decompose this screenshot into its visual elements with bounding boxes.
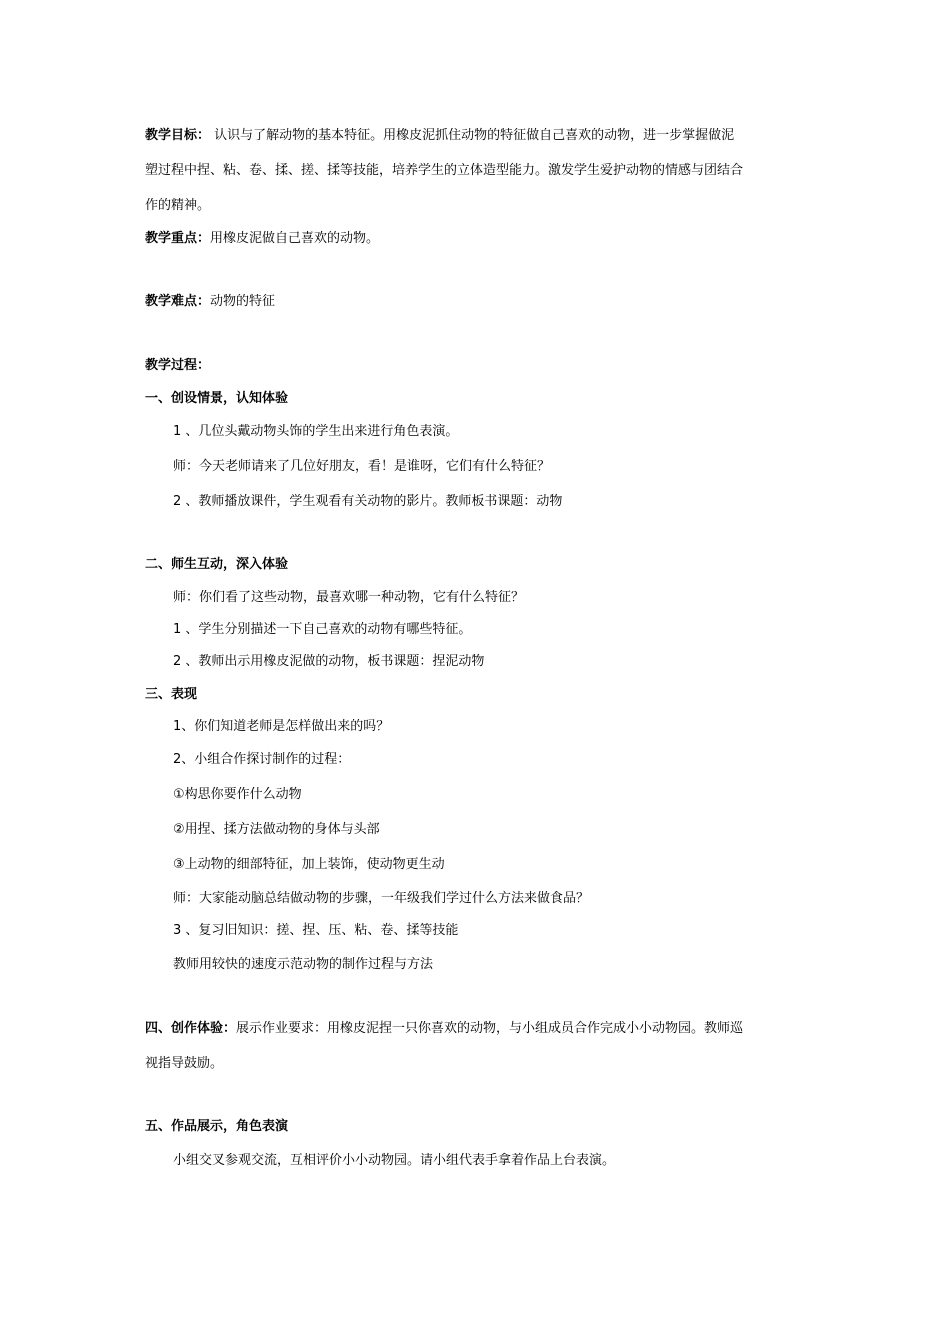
section1-item-3: 2 、教师播放课件，学生观看有关动物的影片。教师板书课题：动物 <box>173 494 563 509</box>
section3-item-5: ③上动物的细部特征，加上装饰，使动物更生动 <box>173 857 445 872</box>
section4-heading: 四、创作体验： <box>145 1021 237 1036</box>
difficulty <box>145 294 275 310</box>
objectives-line-2: 塑过程中捏、粘、卷、揉、搓、揉等技能，培养学生的立体造型能力。激发学生爱护动物的情感与团结合 <box>145 163 744 178</box>
section5-heading: 五、作品展示，角色表演 <box>145 1119 289 1134</box>
section3-item-7: 3 、复习旧知识：搓、捏、压、粘、卷、揉等技能 <box>173 923 459 938</box>
section2-item-2: 1 、学生分别描述一下自己喜欢的动物有哪些特征。 <box>173 622 472 637</box>
section3-item-1: 1、你们知道老师是怎样做出来的吗？ <box>173 719 390 734</box>
section3-item-6: 师：大家能动脑总结做动物的步骤，一年级我们学过什么方法来做食品？ <box>173 891 590 906</box>
difficulty-text: 动物的特征 <box>210 294 276 309</box>
section3-item-3: ①构思你要作什么动物 <box>173 787 302 802</box>
objectives-line-3: 作的精神。 <box>145 198 211 213</box>
section1-heading: 一、创设情景，认知体验 <box>145 391 289 406</box>
section5-item-1: 小组交叉参观交流，互相评价小小动物园。请小组代表手拿着作品上台表演。 <box>173 1153 616 1168</box>
section2-item-3: 2 、教师出示用橡皮泥做的动物，板书课题：捏泥动物 <box>173 654 485 669</box>
section3-item-8: 教师用较快的速度示范动物的制作过程与方法 <box>173 957 434 972</box>
section3-item-2: 2、小组合作探讨制作的过程： <box>173 752 351 767</box>
process-label: 教学过程： <box>145 358 211 373</box>
section2-item-1: 师：你们看了这些动物，最喜欢哪一种动物，它有什么特征？ <box>173 590 525 605</box>
section4-line-2: 视指导鼓励。 <box>145 1056 224 1071</box>
section3-heading: 三、表现 <box>145 687 198 702</box>
objectives-text-1: 认识与了解动物的基本特征。用橡皮泥抓住动物的特征做自己喜欢的动物，进一步掌握做泥 <box>210 128 735 143</box>
section4-line-1 <box>145 1021 743 1037</box>
section3-item-4: ②用捏、揉方法做动物的身体与头部 <box>173 822 380 837</box>
objectives-line-1 <box>145 128 734 144</box>
key-point <box>145 231 379 247</box>
key-point-label: 教学重点： <box>145 231 211 246</box>
key-point-text: 用橡皮泥做自己喜欢的动物。 <box>210 231 380 246</box>
section1-item-1: 1 、几位头戴动物头饰的学生出来进行角色表演。 <box>173 424 459 439</box>
section1-item-2: 师：今天老师请来了几位好朋友，看！是谁呀，它们有什么特征？ <box>173 459 551 474</box>
section2-heading: 二、师生互动，深入体验 <box>145 557 289 572</box>
difficulty-label: 教学难点： <box>145 294 211 309</box>
section4-text-1: 展示作业要求：用橡皮泥捏一只你喜欢的动物，与小组成员合作完成小小动物园。教师巡 <box>236 1021 744 1036</box>
objectives-label: 教学目标： <box>145 128 211 143</box>
